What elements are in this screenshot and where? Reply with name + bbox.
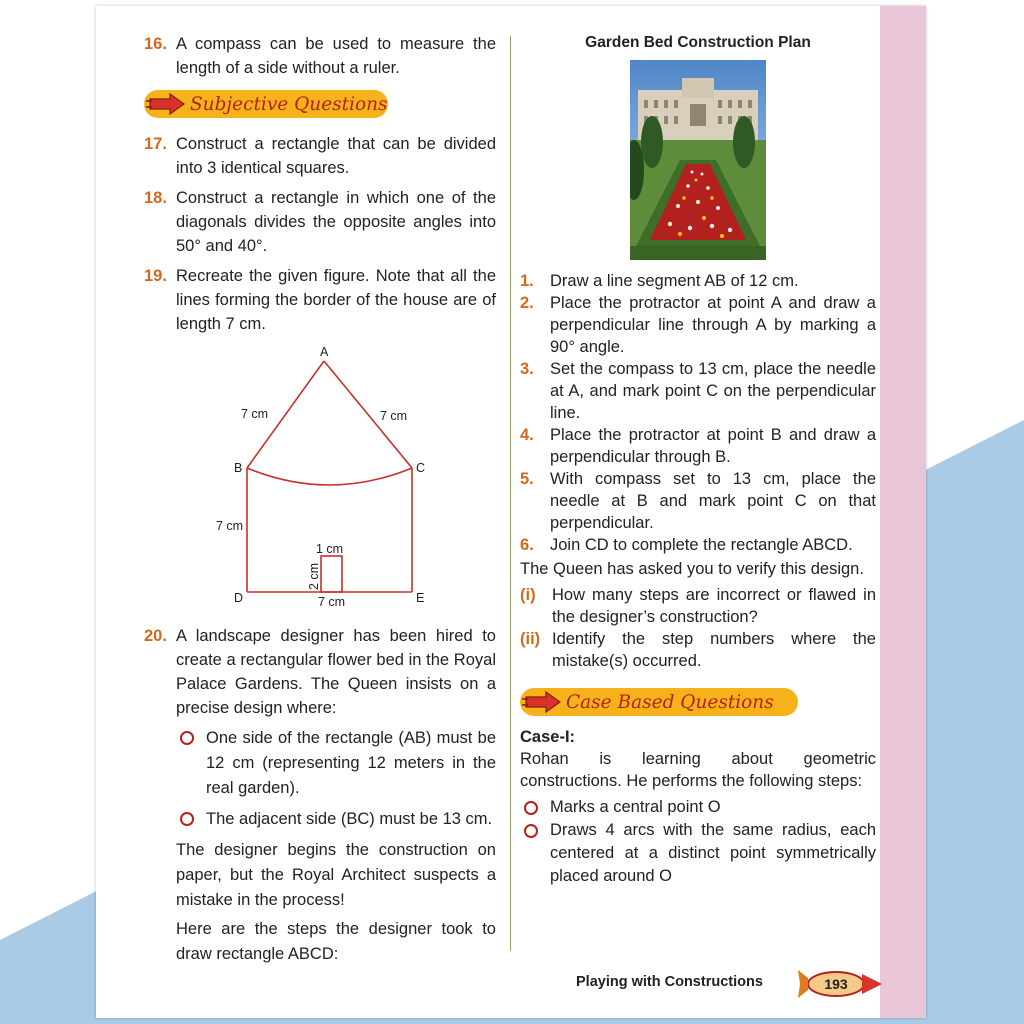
step-number: 2. bbox=[520, 294, 534, 312]
step-item bbox=[520, 424, 876, 468]
bullet-text: The adjacent side (BC) must be 13 cm. bbox=[206, 810, 493, 828]
left-column bbox=[144, 32, 496, 971]
banner-title: Case Based Questions bbox=[566, 691, 774, 713]
step-text: Join CD to complete the rectangle ABCD. bbox=[550, 536, 853, 554]
sub-question-number: (ii) bbox=[520, 630, 541, 648]
question-text: Construct a rectangle in which one of the diagonals divides the opposite angles into 50° and 40°. bbox=[176, 189, 496, 255]
step-item bbox=[520, 358, 876, 424]
bullet-text: Marks a central point O bbox=[550, 798, 721, 816]
label-door-width: 1 cm bbox=[316, 542, 344, 556]
question-number: 20. bbox=[144, 627, 167, 645]
step-text: Place the protractor at point B and draw a perpendicular through B. bbox=[550, 426, 876, 466]
label-ab: 7 cm bbox=[241, 407, 269, 421]
step-item bbox=[520, 270, 876, 292]
question-text: Recreate the given figure. Note that all the lines forming the border of the house are of length 7 cm. bbox=[176, 267, 496, 333]
label-ac: 7 cm bbox=[380, 409, 408, 423]
step-number: 4. bbox=[520, 426, 534, 444]
sub-question bbox=[520, 584, 876, 628]
column-divider bbox=[510, 36, 511, 951]
banner-title: Subjective Questions bbox=[190, 93, 388, 115]
step-item bbox=[520, 468, 876, 534]
sub-question bbox=[520, 628, 876, 672]
question-19 bbox=[144, 264, 496, 336]
circle-bullet-icon bbox=[180, 812, 194, 826]
step-number: 1. bbox=[520, 272, 534, 290]
page-number: 193 bbox=[824, 976, 848, 992]
list-item bbox=[176, 807, 496, 832]
list-item bbox=[520, 796, 876, 819]
plan-title: Garden Bed Construction Plan bbox=[585, 34, 811, 51]
bullet-text: Draws 4 arcs with the same radius, each centered at a distinct point symmetrically placed around O bbox=[550, 821, 876, 885]
house-figure bbox=[144, 342, 496, 618]
label-b: B bbox=[234, 461, 243, 475]
textbook-page bbox=[96, 6, 926, 1018]
label-d: D bbox=[234, 591, 244, 605]
house-diagram bbox=[144, 342, 496, 618]
question-text: Construct a rectangle that can be divided into 3 identical squares. bbox=[176, 135, 496, 177]
sub-question-number: (i) bbox=[520, 586, 536, 604]
list-item bbox=[176, 726, 496, 801]
label-bd: 7 cm bbox=[216, 519, 244, 533]
case-based-questions-banner bbox=[520, 688, 798, 716]
step-number: 6. bbox=[520, 536, 534, 554]
label-door-height: 2 cm bbox=[307, 562, 321, 590]
right-column bbox=[520, 32, 876, 894]
page-edge-strip bbox=[880, 6, 926, 1018]
step-text: Draw a line segment AB of 12 cm. bbox=[550, 272, 799, 290]
list-item bbox=[520, 819, 876, 888]
arrow-icon bbox=[144, 90, 190, 118]
case-title: Case-I: bbox=[520, 728, 576, 746]
sub-question-text: Identify the step numbers where the mistake(s) occurred. bbox=[552, 630, 876, 670]
arc-bc bbox=[247, 468, 412, 485]
paragraph: Here are the steps the designer took to draw rectangle ABCD: bbox=[176, 920, 496, 963]
label-e: E bbox=[416, 591, 425, 605]
question-20 bbox=[144, 624, 496, 720]
bullet-text: One side of the rectangle (AB) must be 12 cm (representing 12 meters in the real garden). bbox=[206, 729, 496, 797]
step-number: 5. bbox=[520, 470, 534, 488]
door bbox=[321, 556, 342, 592]
palace-garden-image bbox=[630, 60, 766, 260]
question-17 bbox=[144, 132, 496, 180]
label-de: 7 cm bbox=[318, 595, 346, 609]
sub-question-text: How many steps are incorrect or flawed in the designer’s construction? bbox=[552, 586, 876, 626]
question-number: 18. bbox=[144, 189, 167, 207]
subjective-questions-banner bbox=[144, 90, 388, 118]
paragraph: The designer begins the construction on paper, but the Royal Architect suspects a mistake in the process! bbox=[176, 841, 496, 909]
circle-bullet-icon bbox=[524, 824, 538, 838]
circle-bullet-icon bbox=[180, 731, 194, 745]
step-number: 3. bbox=[520, 360, 534, 378]
arrow-icon bbox=[520, 688, 566, 716]
label-c: C bbox=[416, 461, 426, 475]
circle-bullet-icon bbox=[524, 801, 538, 815]
step-text: Place the protractor at point A and draw a perpendicular line through A by marking a 90° angle. bbox=[550, 294, 876, 356]
step-item bbox=[520, 534, 876, 556]
question-text: A landscape designer has been hired to create a rectangular flower bed in the Royal Palace Gardens. The Queen insists on a precise design where: bbox=[176, 627, 496, 717]
step-item bbox=[520, 292, 876, 358]
question-number: 19. bbox=[144, 267, 167, 285]
chapter-footer: Playing with Constructions bbox=[576, 974, 763, 990]
case-text: Rohan is learning about geometric constructions. He performs the following steps: bbox=[520, 750, 876, 790]
label-a: A bbox=[320, 345, 329, 359]
question-text: A compass can be used to measure the length of a side without a ruler. bbox=[176, 35, 496, 77]
question-number: 16. bbox=[144, 35, 167, 53]
step-text: Set the compass to 13 cm, place the needle at A, and mark point C on the perpendicular line. bbox=[550, 360, 876, 422]
question-16 bbox=[144, 32, 496, 80]
page-number-badge bbox=[796, 964, 888, 1004]
step-text: With compass set to 13 cm, place the needle at B and mark point C on that perpendicular. bbox=[550, 470, 876, 532]
question-number: 17. bbox=[144, 135, 167, 153]
question-18 bbox=[144, 186, 496, 258]
queen-text: The Queen has asked you to verify this design. bbox=[520, 560, 864, 578]
